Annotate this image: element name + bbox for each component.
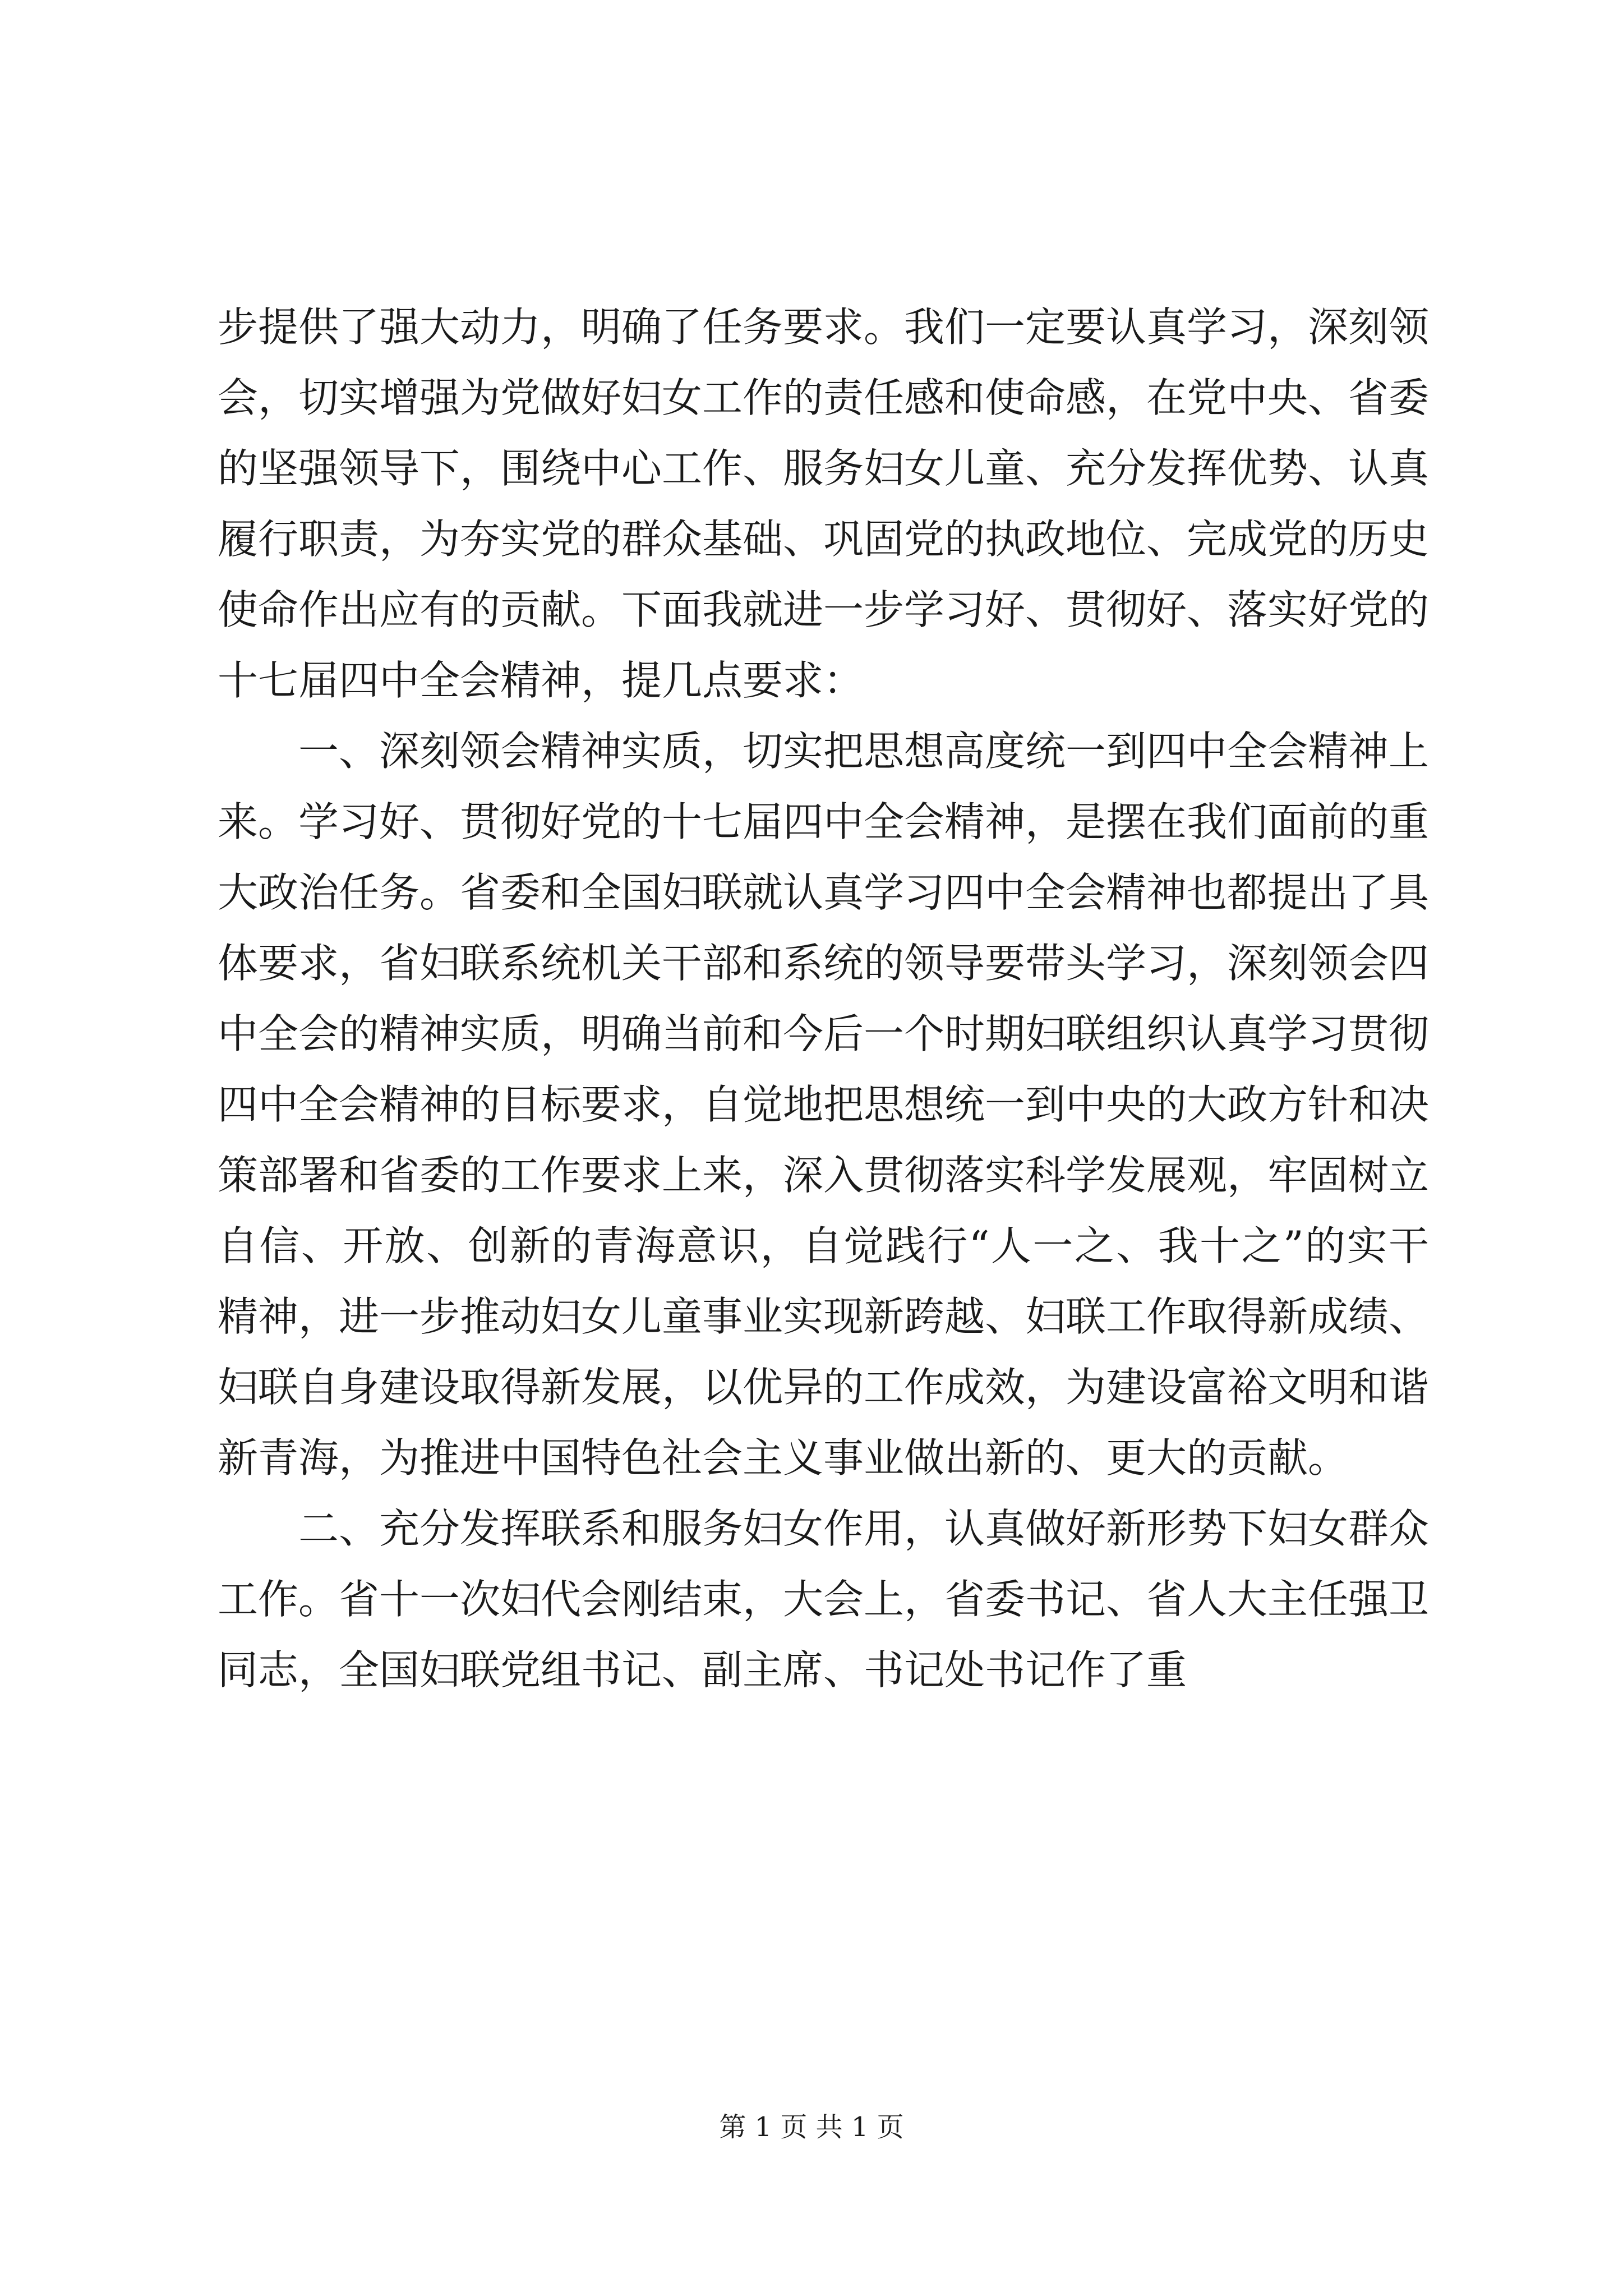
document-body: [218, 292, 1429, 1705]
paragraph-section-one: 一、深刻领会精神实质，切实把思想高度统一到四中全会精神上来。学习好、贯彻好党的十七届四中全会精神，是摆在我们面前的重大政治任务。省委和全国妇联就认真学习四中全会精神也都提出了具体要求，省妇联系统机关干部和系统的领导要带头学习，深刻领会四中全会的精神实质，明确当前和今后一个时期妇联组织认真学习贯彻四中全会精神的目标要求，自觉地把思想统一到中央的大政方针和决策部署和省委的工作要求上来，深入贯彻落实科学发展观，牢固树立自信、开放、创新的青海意识，自觉践行“人一之、我十之”的实干精神，进一步推动妇女儿童事业实现新跨越、妇联工作取得新成绩、妇联自身建设取得新发展，以优异的工作成效，为建设富裕文明和谐新青海，为推进中国特色社会主义事业做出新的、更大的贡献。: [218, 728, 1430, 1481]
paragraph-continuation: 步提供了强大动力，明确了任务要求。我们一定要认真学习，深刻领会，切实增强为党做好妇女工作的责任感和使命感，在党中央、省委的坚强领导下，围绕中心工作、服务妇女儿童、充分发挥优势、认真履行职责，为夯实党的群众基础、巩固党的执政地位、完成党的历史使命作出应有的贡献。下面我就进一步学习好、贯彻好、落实好党的十七届四中全会精神，提几点要求：: [218, 303, 1430, 704]
paragraph-section-two: 二、充分发挥联系和服务妇女作用，认真做好新形势下妇女群众工作。省十一次妇代会刚结束，大会上，省委书记、省人大主任强卫同志，全国妇联党组书记、副主席、书记处书记作了重: [218, 1505, 1430, 1694]
page-number-footer: 第 1 页 共 1 页: [719, 2111, 904, 2143]
